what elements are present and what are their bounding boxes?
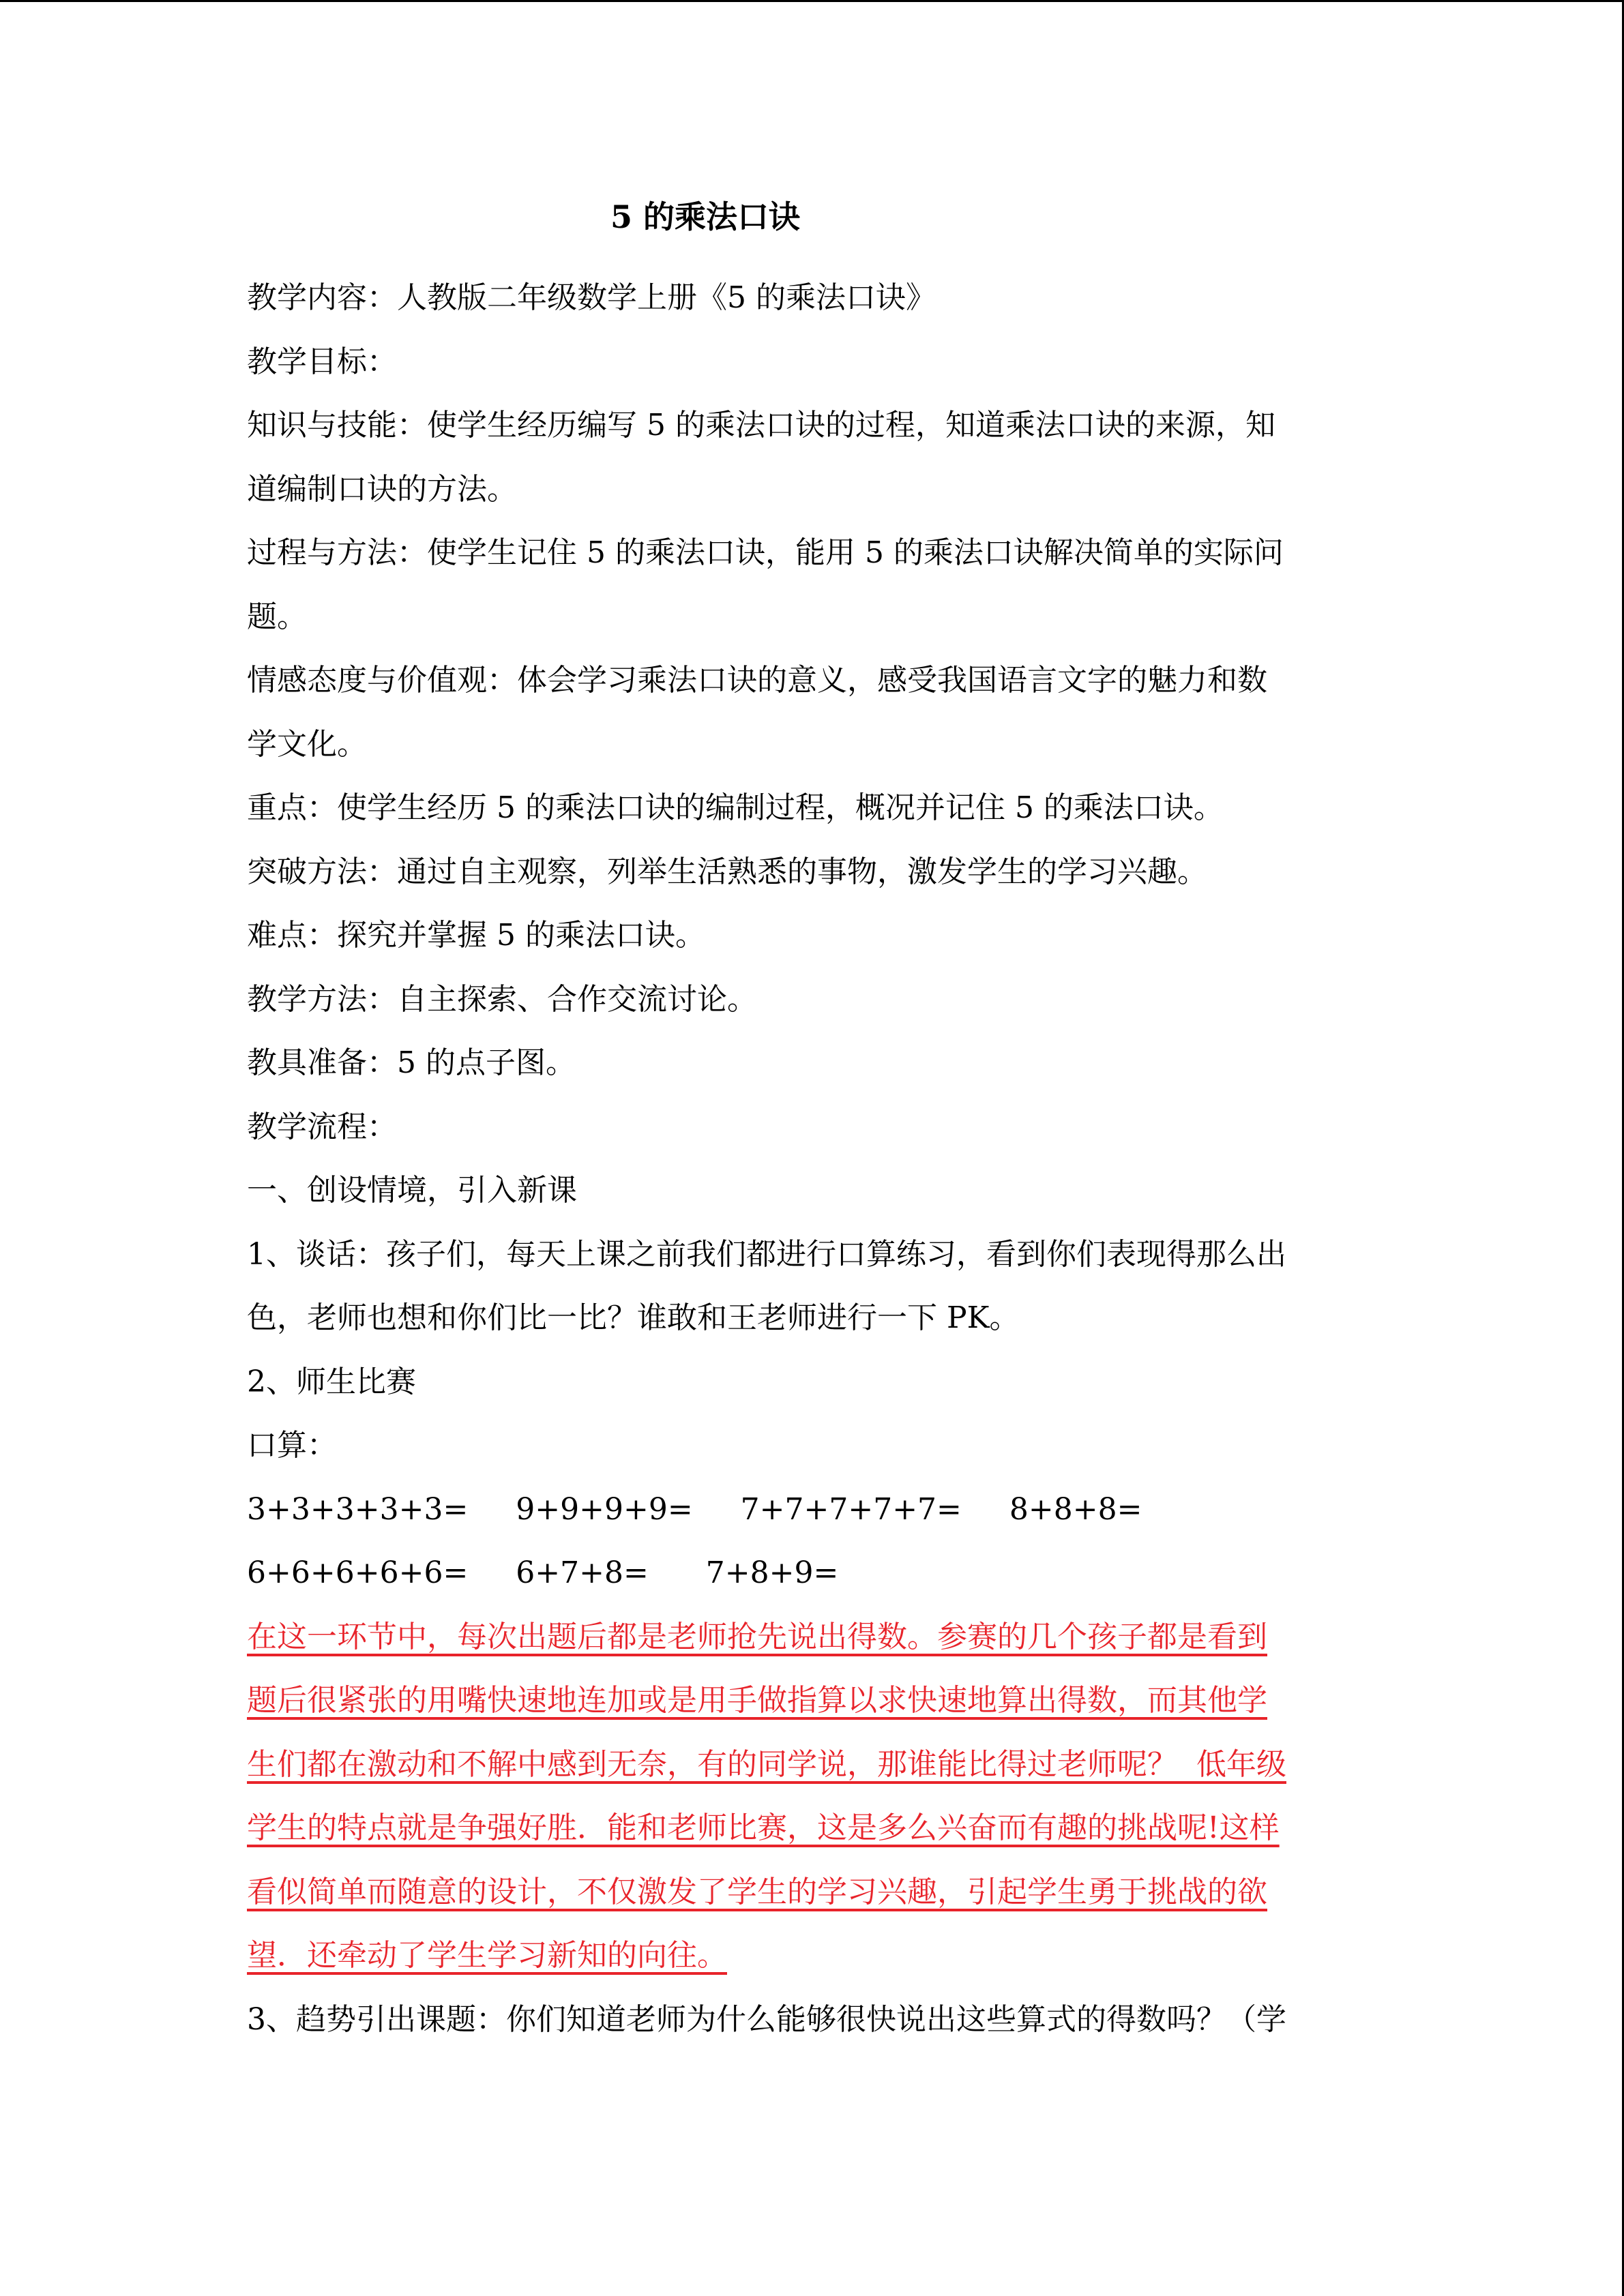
key-point-line: 重点：使学生经历 5 的乘法口诀的编制过程，概况并记住 5 的乘法口诀。 — [247, 790, 1224, 825]
knowledge-skills-line-1: 知识与技能：使学生经历编写 5 的乘法口诀的过程，知道乘法口诀的来源，知 — [247, 408, 1275, 443]
math-problems-row-1: 3+3+3+3+3= 9+9+9+9= 7+7+7+7+7= 8+8+8= — [247, 1491, 1142, 1527]
breakthrough-method-line: 突破方法：通过自主观察，列举生活熟悉的事物，激发学生的学习兴趣。 — [247, 854, 1207, 889]
document-body — [247, 266, 1386, 2051]
emotion-values-line-2: 学文化。 — [247, 726, 367, 762]
knowledge-skills-line-2: 道编制口诀的方法。 — [247, 471, 517, 507]
annotation-line-4: 学生的特点就是争强好胜．能和老师比赛，这是多么兴奋而有趣的挑战呢!这样 — [247, 1810, 1280, 1845]
competition-heading: 2、师生比赛 — [247, 1364, 416, 1399]
section-one-heading: 一、创设情境，引入新课 — [247, 1173, 577, 1208]
teaching-method-line: 教学方法：自主探索、合作交流讨论。 — [247, 981, 757, 1017]
teaching-process-heading: 教学流程： — [247, 1109, 397, 1144]
document-title: 5 的乘法口诀 — [610, 198, 801, 235]
annotation-line-3: 生们都在激动和不解中感到无奈，有的同学说，那谁能比得过老师呢？ 低年级 — [247, 1746, 1286, 1782]
process-method-line-2: 题。 — [247, 599, 307, 634]
talk-line-2: 色，老师也想和你们比一比？谁敢和王老师进行一下 PK。 — [247, 1300, 1020, 1335]
annotation-line-1: 在这一环节中，每次出题后都是老师抢先说出得数。参赛的几个孩子都是看到 — [247, 1619, 1267, 1654]
annotation-line-5: 看似简单而随意的设计，不仅激发了学生的学习兴趣，引起学生勇于挑战的欲 — [247, 1874, 1267, 1909]
process-method-line-1: 过程与方法：使学生记住 5 的乘法口诀，能用 5 的乘法口诀解决简单的实际问 — [247, 535, 1284, 570]
page-top-border — [0, 0, 1624, 2]
teaching-goals-heading: 教学目标： — [247, 344, 397, 379]
talk-line-1: 1、谈话：孩子们，每天上课之前我们都进行口算练习，看到你们表现得那么出 — [247, 1236, 1286, 1272]
mental-math-label: 口算： — [247, 1428, 337, 1463]
emotion-values-line-1: 情感态度与价值观：体会学习乘法口诀的意义，感受我国语言文字的魅力和数 — [247, 663, 1267, 698]
difficulty-line: 难点：探究并掌握 5 的乘法口诀。 — [247, 918, 705, 953]
teaching-content-line: 教学内容：人教版二年级数学上册《5 的乘法口诀》 — [247, 280, 936, 315]
math-problems-row-2: 6+6+6+6+6= 6+7+8= 7+8+9= — [247, 1555, 839, 1590]
lead-in-line: 3、趋势引出课题：你们知道老师为什么能够很快说出这些算式的得数吗？（学 — [247, 2001, 1286, 2037]
annotation-line-6: 望．还牵动了学生学习新知的向往。 — [247, 1938, 727, 1973]
teaching-aids-line: 教具准备：5 的点子图。 — [247, 1045, 576, 1080]
annotation-line-2: 题后很紧张的用嘴快速地连加或是用手做指算以求快速地算出得数，而其他学 — [247, 1683, 1267, 1718]
